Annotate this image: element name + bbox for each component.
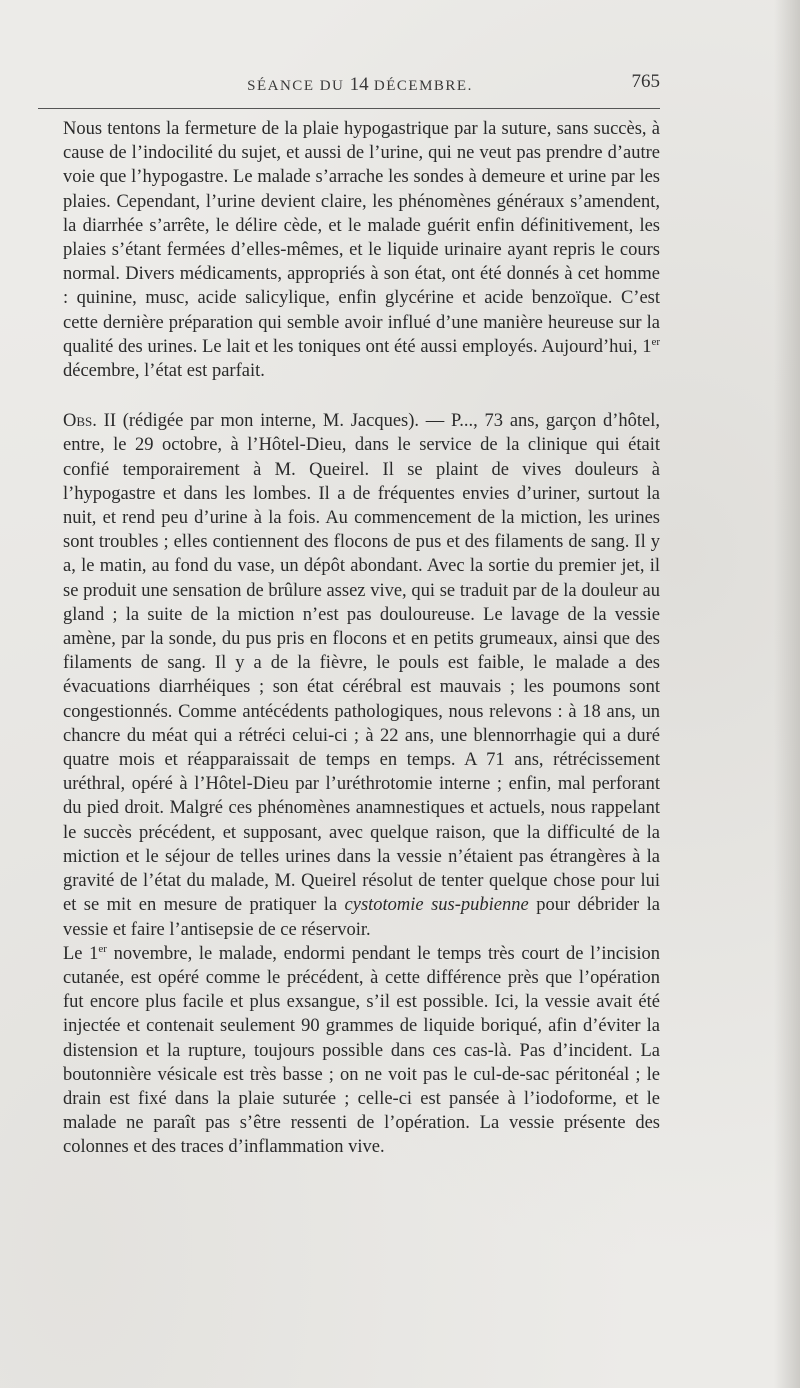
paragraph-text-start: Le (63, 943, 90, 964)
page-header (60, 70, 660, 100)
ordinal-number: 1 (642, 336, 652, 357)
running-head-suffix: DÉCEMBRE. (368, 78, 473, 94)
running-head-prefix: SÉANCE DU (247, 78, 350, 94)
ordinal-superscript: er (98, 942, 107, 955)
running-head-day: 14 (349, 74, 369, 95)
paragraph-text-end: pour débrider la vessie et faire l’antisepsie de ce réservoir. (63, 895, 660, 940)
observation-label: Obs. (63, 411, 97, 432)
italic-term: cystotomie sus-pubienne (344, 895, 529, 916)
body-text (63, 117, 660, 1160)
ordinal-superscript: er (651, 335, 660, 348)
paragraph-text-end: décembre, l’état est parfait. (63, 361, 265, 382)
page-edge-shadow (774, 0, 800, 1388)
paragraph-text: novembre, le malade, endormi pendant le temps très court de l’incision cutanée, est opéré comme le précédent, à cette différence près que l’opération fut encore plus facile et plus exsangue, s’il est possible. Ici, la vessie avait été injectée et contenait seulement 90 grammes de liquide boriqué, afin d’éviter la distension et la rupture, toujours possible dans ces cas-là. Pas d’incident. La boutonnière vésicale est très basse ; on ne voit pas le cul-de-sac péritonéal ; le drain est fixé dans la plaie suturée ; celle-ci est pansée à l’iodoforme, et le malade ne paraît pas s’être ressenti de l’opération. La vessie présente des colonnes et des traces d’inflammation vive. (63, 943, 660, 1158)
paragraph (63, 409, 660, 941)
ordinal-number: 1 (89, 943, 99, 964)
page-number: 765 (631, 71, 660, 92)
paragraph-text: II (rédigée par mon interne, M. Jacques). — P..., 73 ans, garçon d’hôtel, entre, le 29 octobre, à l’Hôtel-Dieu, dans le service de la clinique qui était confié temporairement à M. Queirel. Il se plaint de vives douleurs à l’hypogastre et dans les lombes. Il a de fréquentes envies d’uriner, surtout la nuit, et rend peu d’urine à la fois. Au commencement de la miction, les urines sont troubles ; elles contiennent des flocons de pus et des filaments de sang. Il y a, le matin, au fond du vase, un dépôt abondant. Avec la sortie du premier jet, il se produit une sensation de brûlure assez vive, qui se traduit par de la douleur au gland ; la suite de la miction n’est pas douloureuse. Le lavage de la vessie amène, par la sonde, du pus pris en flocons et en petits grumeaux, ainsi que des filaments de sang. Il y a de la fièvre, le pouls est faible, le malade a des évacuations diarrhéiques ; son état cérébral est mauvais ; les poumons sont congestionnés. Comme antécédents pathologiques, nous relevons : à 18 ans, un chancre du méat qui a rétréci celui-ci ; à 22 ans, une blennorrhagie qui a duré quatre mois et réapparaissait de temps en temps. A 71 ans, rétrécissement uréthral, opéré à l’Hôtel-Dieu par l’uréthrotomie interne ; enfin, mal perforant du pied droit. Malgré ces phénomènes anamnestiques et actuels, nous rappelant le succès précédent, et supposant, avec quelque raison, que la difficulté de la miction et le séjour de telles urines dans la vessie n’étaient pas étrangères à la gravité de l’état du malade, M. Queirel résolut de tenter quelque chose pour lui et se mit en mesure de pratiquer la (63, 411, 660, 916)
running-head (60, 74, 660, 96)
paragraph-text: Nous tentons la fermeture de la plaie hypogastrique par la suture, sans succès, à cause de l’indocilité du sujet, et aussi de l’urine, qui ne veut pas prendre d’autre voie que l’hypogastre. Le malade s’arrache les sondes à demeure et urine par les plaies. Cependant, l’urine devient claire, les phénomènes généraux s’amendent, la diarrhée s’arrête, le délire cède, et le malade guérit enfin définitivement, les plaies s’étant fermées d’elles-mêmes, et le liquide urinaire ayant repris le cours normal. Divers médicaments, appropriés à son état, ont été donnés à cet homme : quinine, musc, acide salicylique, enfin glycérine et acide benzoïque. C’est cette dernière préparation qui semble avoir influé d’une manière heureuse sur la qualité des urines. Le lait et les toniques ont été aussi employés. Aujourd’hui, (63, 119, 660, 357)
paragraph (63, 942, 660, 1160)
paragraph (63, 117, 660, 383)
header-rule (38, 108, 660, 109)
